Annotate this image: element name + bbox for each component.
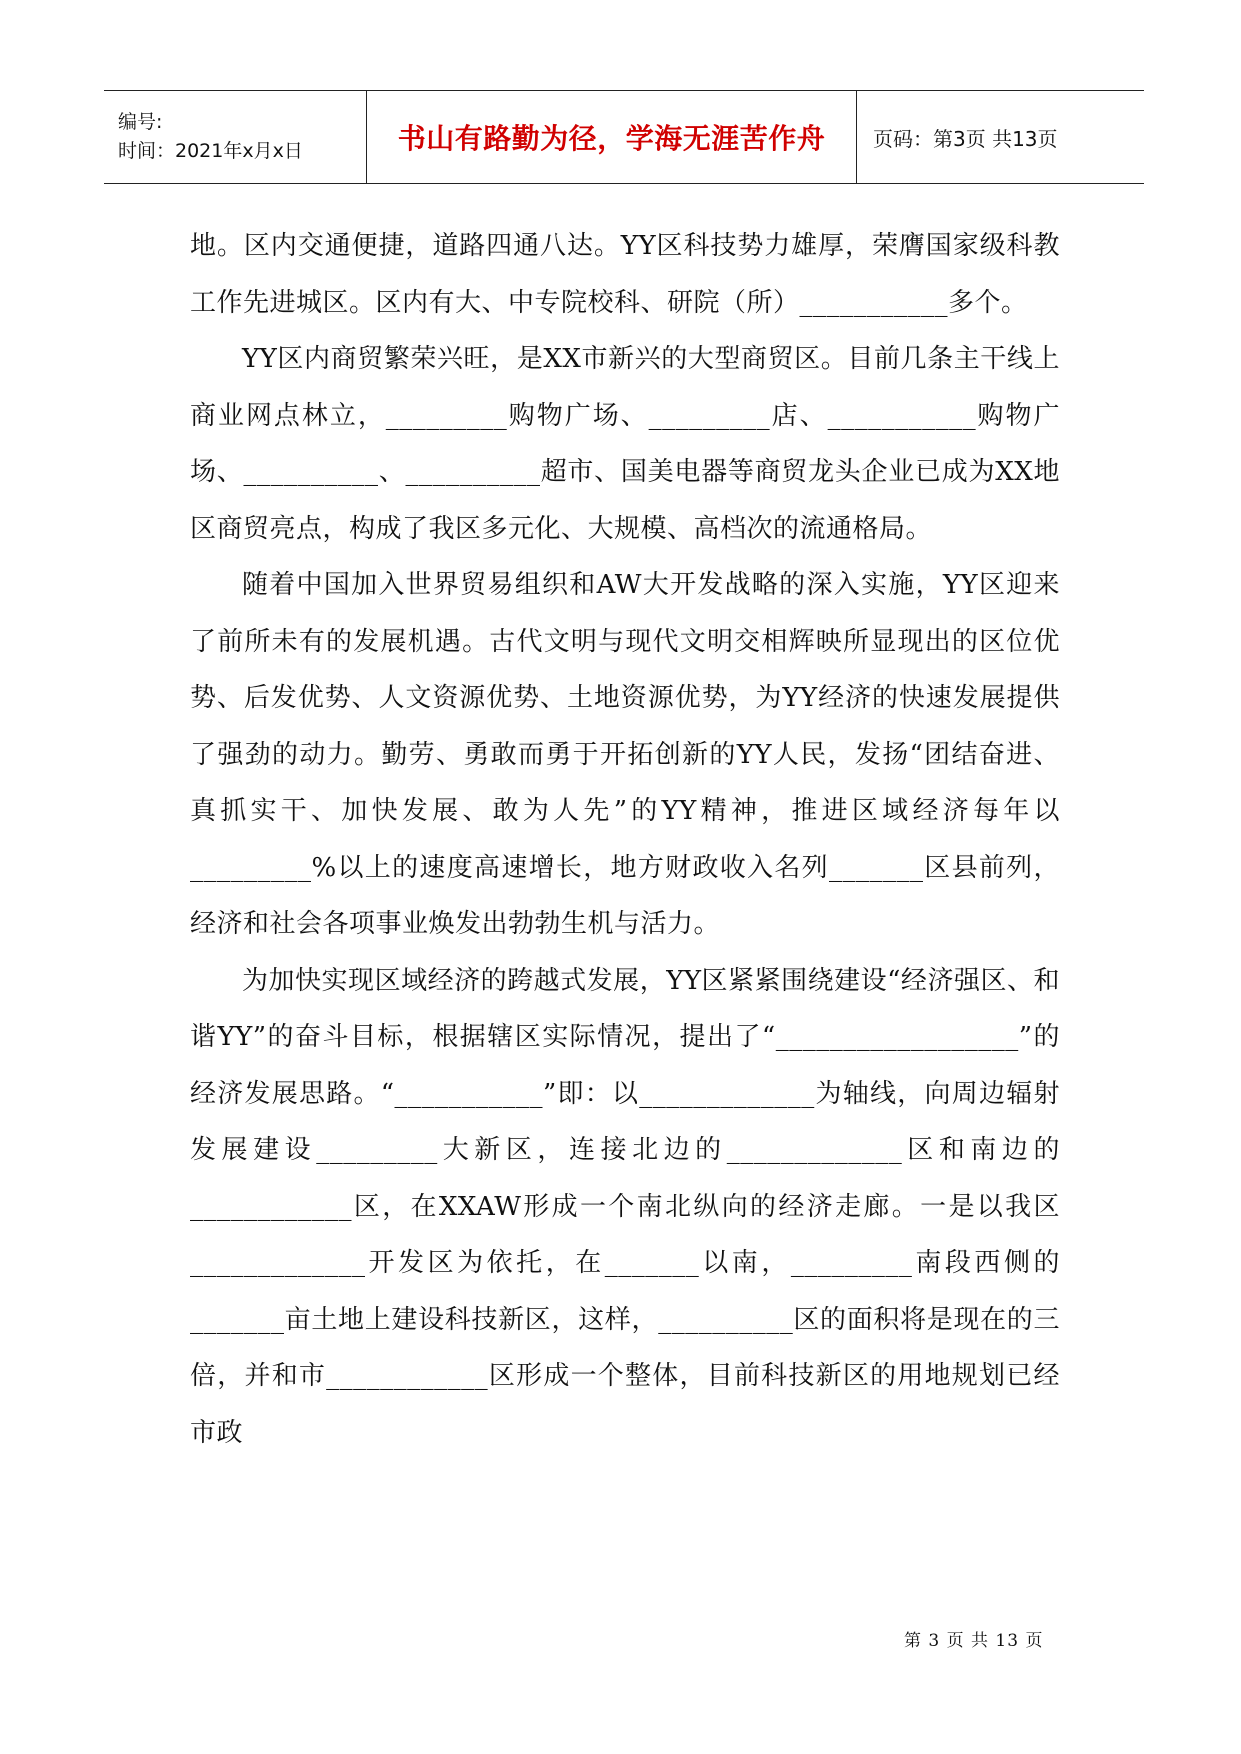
- paragraph-1: 地。区内交通便捷，道路四通八达。YY区科技势力雄厚，荣膺国家级科教工作先进城区。区内有大、中专院校科、研院（所）___________多个。: [190, 231, 1060, 318]
- document-time-label: 时间：2021年x月x日: [118, 140, 303, 162]
- paragraph-3: 随着中国加入世界贸易组织和AW大开发战略的深入实施，YY区迎来了前所未有的发展机遇。古代文明与现代文明交相辉映所显现出的区位优势、后发优势、人文资源优势、土地资源优势，为YY经济的快速发展提供了强劲的动力。勤劳、勇敢而勇于开拓创新的YY人民，发扬“团结奋进、真抓实干、加快发展、敢为人先”的YY精神，推进区域经济每年以_________%以上的速度高速增长，地方财政收入名列_______区县前列，经济和社会各项事业焕发出勃勃生机与活力。: [190, 570, 1060, 939]
- header-page-info: [857, 91, 1144, 183]
- motto-text: 书山有路勤为径，学海无涯苦作舟: [397, 122, 826, 155]
- header-meta: [104, 91, 367, 183]
- header-page-number: 页码：第3页 共13页: [873, 126, 1058, 151]
- paragraph-2: YY区内商贸繁荣兴旺，是XX市新兴的大型商贸区。目前几条主干线上商业网点林立，_________购物广场、_________店、___________购物广场、__________、__________超市、国美电器等商贸龙头企业已成为XX地区商贸亮点，构成了我区多元化、大规模、高档次的流通格局。: [190, 344, 1060, 544]
- paragraph-4: 为加快实现区域经济的跨越式发展，YY区紧紧围绕建设“经济强区、和谐YY”的奋斗目标，根据辖区实际情况，提出了“__________________”的经济发展思路。“___________”即：以_____________为轴线，向周边辐射发展建设_________大新区，连接北边的_____________区和南边的____________区，在XXAW形成一个南北纵向的经济走廊。一是以我区_____________开发区为依托，在_______以南，_________南段西侧的_______亩土地上建设科技新区，这样，__________区的面积将是现在的三倍，并和市____________区形成一个整体，目前科技新区的用地规划已经市政: [190, 965, 1060, 1448]
- document-body: [190, 218, 1060, 1461]
- document-number-label: 编号:: [118, 111, 163, 133]
- header-motto: [367, 91, 857, 183]
- page-footer: [904, 1626, 1043, 1651]
- footer-page-number: 第 3 页 共 13 页: [904, 1631, 1044, 1651]
- page-header: [104, 90, 1144, 184]
